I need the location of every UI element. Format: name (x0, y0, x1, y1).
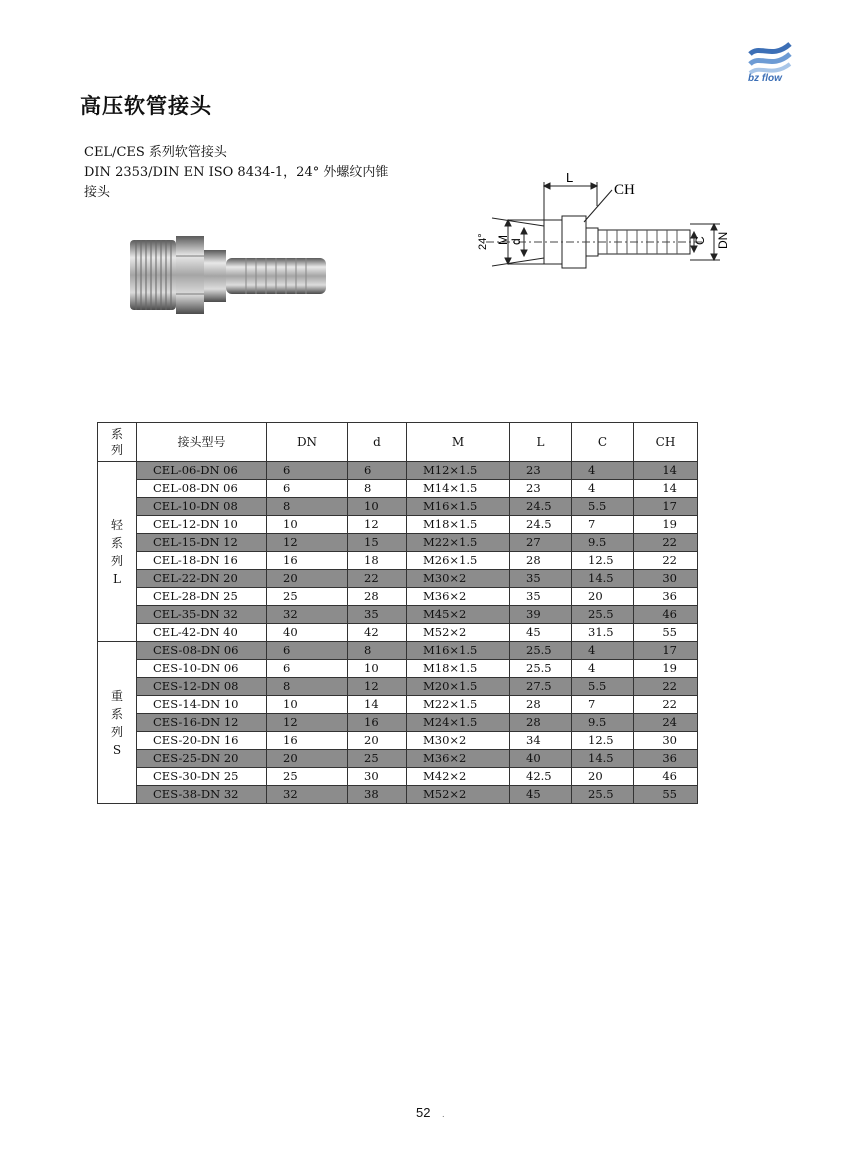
cell-ch: 22 (634, 534, 698, 552)
header-series: 系 列 (98, 423, 137, 462)
cell-m: M16×1.5 (407, 498, 510, 516)
header-dn: DN (267, 423, 348, 462)
cell-l: 27 (510, 534, 572, 552)
cell-c: 20 (572, 768, 634, 786)
cell-c: 25.5 (572, 606, 634, 624)
cell-model: CES-25-DN 20 (137, 750, 267, 768)
cell-m: M45×2 (407, 606, 510, 624)
cell-ch: 55 (634, 624, 698, 642)
label-angle: 24° (477, 233, 489, 250)
cell-m: M42×2 (407, 768, 510, 786)
cell-dn: 12 (267, 714, 348, 732)
table-row (98, 498, 698, 516)
cell-dn: 8 (267, 678, 348, 696)
cell-ch: 14 (634, 462, 698, 480)
cell-c: 7 (572, 516, 634, 534)
cell-l: 28 (510, 552, 572, 570)
cell-ch: 14 (634, 480, 698, 498)
cell-dn: 40 (267, 624, 348, 642)
table-row (98, 714, 698, 732)
cell-ch: 36 (634, 588, 698, 606)
cell-model: CEL-10-DN 08 (137, 498, 267, 516)
cell-d: 38 (348, 786, 407, 804)
cell-c: 9.5 (572, 714, 634, 732)
cell-m: M30×2 (407, 732, 510, 750)
cell-c: 12.5 (572, 732, 634, 750)
page-number: 52 (416, 1105, 431, 1120)
cell-model: CEL-42-DN 40 (137, 624, 267, 642)
cell-dn: 6 (267, 642, 348, 660)
cell-d: 35 (348, 606, 407, 624)
cell-l: 45 (510, 624, 572, 642)
cell-d: 28 (348, 588, 407, 606)
table-row (98, 480, 698, 498)
table-row (98, 696, 698, 714)
cell-m: M36×2 (407, 588, 510, 606)
cell-m: M52×2 (407, 624, 510, 642)
header-ch: CH (634, 423, 698, 462)
description-line-1: CEL/CES 系列软管接头 (84, 145, 227, 160)
cell-l: 42.5 (510, 768, 572, 786)
cell-d: 6 (348, 462, 407, 480)
cell-l: 39 (510, 606, 572, 624)
table-row (98, 588, 698, 606)
cell-d: 8 (348, 480, 407, 498)
cell-c: 14.5 (572, 750, 634, 768)
cell-ch: 55 (634, 786, 698, 804)
cell-m: M30×2 (407, 570, 510, 588)
cell-ch: 19 (634, 516, 698, 534)
cell-dn: 25 (267, 768, 348, 786)
cell-ch: 46 (634, 768, 698, 786)
cell-d: 14 (348, 696, 407, 714)
table-row (98, 516, 698, 534)
cell-m: M16×1.5 (407, 642, 510, 660)
cell-m: M20×1.5 (407, 678, 510, 696)
table-row (98, 750, 698, 768)
cell-c: 25.5 (572, 786, 634, 804)
cell-d: 12 (348, 678, 407, 696)
cell-dn: 12 (267, 534, 348, 552)
label-DN: DN (716, 231, 730, 249)
table-header-row (98, 423, 698, 462)
cell-c: 14.5 (572, 570, 634, 588)
cell-dn: 8 (267, 498, 348, 516)
cell-model: CES-20-DN 16 (137, 732, 267, 750)
cell-model: CES-16-DN 12 (137, 714, 267, 732)
cell-m: M24×1.5 (407, 714, 510, 732)
label-C: C (693, 236, 707, 245)
header-m: M (407, 423, 510, 462)
cell-dn: 32 (267, 606, 348, 624)
cell-c: 4 (572, 480, 634, 498)
cell-dn: 6 (267, 462, 348, 480)
cell-model: CEL-08-DN 06 (137, 480, 267, 498)
cell-d: 18 (348, 552, 407, 570)
cell-c: 20 (572, 588, 634, 606)
description-line-2: DIN 2353/DIN EN ISO 8434-1，24° 外螺纹内锥 (84, 165, 389, 180)
table-row (98, 462, 698, 480)
header-l: L (510, 423, 572, 462)
cell-c: 4 (572, 642, 634, 660)
table-row (98, 732, 698, 750)
fitting-photo (128, 226, 333, 316)
cell-dn: 25 (267, 588, 348, 606)
cell-dn: 10 (267, 696, 348, 714)
cell-m: M18×1.5 (407, 516, 510, 534)
label-CH: CH (614, 182, 635, 198)
table-row (98, 606, 698, 624)
product-description (84, 143, 414, 203)
cell-l: 25.5 (510, 642, 572, 660)
table-row (98, 552, 698, 570)
cell-ch: 22 (634, 696, 698, 714)
cell-l: 35 (510, 588, 572, 606)
cell-c: 4 (572, 660, 634, 678)
header-model: 接头型号 (137, 423, 267, 462)
cell-model: CES-38-DN 32 (137, 786, 267, 804)
cell-c: 31.5 (572, 624, 634, 642)
cell-dn: 16 (267, 552, 348, 570)
cell-model: CEL-15-DN 12 (137, 534, 267, 552)
description-line-3: 接头 (84, 185, 111, 200)
table-row (98, 768, 698, 786)
cell-model: CES-12-DN 08 (137, 678, 267, 696)
cell-l: 23 (510, 462, 572, 480)
cell-dn: 32 (267, 786, 348, 804)
cell-l: 34 (510, 732, 572, 750)
cell-model: CEL-22-DN 20 (137, 570, 267, 588)
cell-l: 28 (510, 696, 572, 714)
cell-c: 9.5 (572, 534, 634, 552)
cell-m: M12×1.5 (407, 462, 510, 480)
cell-d: 12 (348, 516, 407, 534)
cell-dn: 6 (267, 660, 348, 678)
cell-model: CES-14-DN 10 (137, 696, 267, 714)
cell-d: 20 (348, 732, 407, 750)
cell-m: M22×1.5 (407, 696, 510, 714)
cell-model: CES-30-DN 25 (137, 768, 267, 786)
table-row (98, 624, 698, 642)
cell-c: 5.5 (572, 678, 634, 696)
cell-l: 35 (510, 570, 572, 588)
label-d: d (509, 238, 523, 245)
cell-c: 7 (572, 696, 634, 714)
cell-m: M22×1.5 (407, 534, 510, 552)
cell-l: 40 (510, 750, 572, 768)
cell-model: CEL-28-DN 25 (137, 588, 267, 606)
cell-ch: 30 (634, 570, 698, 588)
cell-l: 25.5 (510, 660, 572, 678)
cell-d: 10 (348, 660, 407, 678)
cell-l: 28 (510, 714, 572, 732)
cell-dn: 6 (267, 480, 348, 498)
cell-d: 30 (348, 768, 407, 786)
label-L: L (566, 170, 574, 185)
cell-ch: 24 (634, 714, 698, 732)
cell-l: 23 (510, 480, 572, 498)
cell-ch: 19 (634, 660, 698, 678)
cell-d: 42 (348, 624, 407, 642)
cell-m: M52×2 (407, 786, 510, 804)
cell-d: 10 (348, 498, 407, 516)
cell-ch: 17 (634, 498, 698, 516)
cell-ch: 22 (634, 678, 698, 696)
cell-d: 25 (348, 750, 407, 768)
cell-ch: 17 (634, 642, 698, 660)
cell-d: 16 (348, 714, 407, 732)
spec-table (97, 422, 698, 804)
cell-l: 24.5 (510, 498, 572, 516)
table-body (98, 462, 698, 804)
cell-l: 45 (510, 786, 572, 804)
cell-ch: 46 (634, 606, 698, 624)
series-label: 重 系 列 S (98, 642, 137, 804)
cell-d: 15 (348, 534, 407, 552)
header-c: C (572, 423, 634, 462)
cell-model: CEL-06-DN 06 (137, 462, 267, 480)
cell-c: 5.5 (572, 498, 634, 516)
cell-dn: 16 (267, 732, 348, 750)
cell-m: M26×1.5 (407, 552, 510, 570)
table-row (98, 642, 698, 660)
cell-model: CEL-12-DN 10 (137, 516, 267, 534)
cell-m: M18×1.5 (407, 660, 510, 678)
table-row (98, 786, 698, 804)
technical-drawing (462, 162, 732, 282)
table-row (98, 660, 698, 678)
cell-c: 4 (572, 462, 634, 480)
page-mark: . (442, 1110, 445, 1119)
cell-model: CES-10-DN 06 (137, 660, 267, 678)
cell-model: CES-08-DN 06 (137, 642, 267, 660)
cell-d: 22 (348, 570, 407, 588)
table-row (98, 570, 698, 588)
header-d: d (348, 423, 407, 462)
label-M: M (496, 235, 510, 245)
cell-dn: 20 (267, 570, 348, 588)
cell-l: 24.5 (510, 516, 572, 534)
table-row (98, 678, 698, 696)
cell-model: CEL-35-DN 32 (137, 606, 267, 624)
page-title: 高压软管接头 (80, 94, 212, 118)
cell-ch: 30 (634, 732, 698, 750)
logo-text: bz flow (748, 73, 782, 84)
cell-dn: 10 (267, 516, 348, 534)
cell-d: 8 (348, 642, 407, 660)
cell-c: 12.5 (572, 552, 634, 570)
cell-ch: 22 (634, 552, 698, 570)
cell-ch: 36 (634, 750, 698, 768)
cell-l: 27.5 (510, 678, 572, 696)
cell-dn: 20 (267, 750, 348, 768)
series-label: 轻 系 列 L (98, 462, 137, 642)
cell-m: M36×2 (407, 750, 510, 768)
table-row (98, 534, 698, 552)
cell-model: CEL-18-DN 16 (137, 552, 267, 570)
cell-m: M14×1.5 (407, 480, 510, 498)
